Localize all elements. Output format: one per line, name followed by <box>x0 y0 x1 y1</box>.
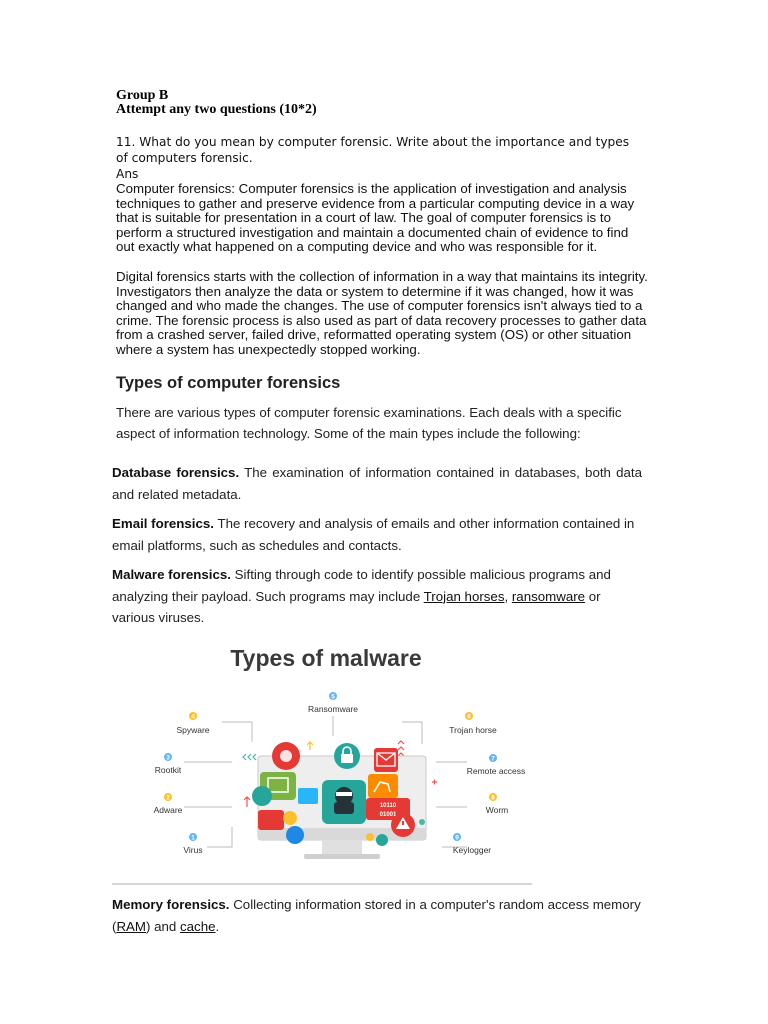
cache-link[interactable]: cache <box>180 918 216 934</box>
ram-link[interactable]: RAM <box>116 918 146 934</box>
infographic-title: Types of malware <box>230 645 422 671</box>
malware-forensics-item <box>112 564 642 629</box>
label-keylogger: Keylogger <box>452 845 492 855</box>
types-heading: Types of computer forensics <box>116 374 341 392</box>
memory-forensics-end: . <box>215 918 220 934</box>
malware-forensics-term: Malware forensics. <box>112 567 231 582</box>
arrow-up-icon <box>244 797 250 807</box>
question-text: 11. What do you mean by computer forensic. Write about the importance and types of computers forensic. <box>116 135 630 165</box>
label-worm: Worm <box>485 805 509 815</box>
database-forensics-term: Database forensics. <box>112 465 240 480</box>
keylogger-number: 9 <box>455 834 459 842</box>
email-forensics-item <box>112 513 642 556</box>
label-adware: Adware <box>153 805 183 815</box>
email-forensics-term: Email forensics. <box>112 516 214 531</box>
worm-icon <box>376 834 388 846</box>
horse-icon <box>368 774 398 798</box>
arrow-up-icon-2 <box>307 742 313 750</box>
adware-number: 2 <box>166 794 170 802</box>
answer-label: Ans <box>116 167 139 181</box>
ransomware-link[interactable]: ransomware <box>511 588 586 604</box>
memory-forensics-item <box>112 894 642 937</box>
types-intro: There are various types of computer forensic examinations. Each deals with a specific aspect of information technology. Some of the main types include the following: <box>116 405 622 441</box>
label-rootkit: Rootkit <box>154 765 182 775</box>
group-instruction: Attempt any two questions (10*2) <box>116 102 317 117</box>
binary-line-1: 10110 <box>379 803 397 809</box>
label-trojan-horse: Trojan horse <box>449 725 497 735</box>
malware-forensics-desc-b: or various viruses. <box>112 588 601 625</box>
remote-number: 7 <box>491 755 495 763</box>
label-virus: Virus <box>183 845 203 855</box>
database-forensics-item <box>112 462 642 505</box>
coin-icon <box>283 811 297 825</box>
cloud-icon <box>252 786 272 806</box>
ransomware-number: 5 <box>331 693 335 701</box>
keyboard-icon <box>298 788 318 804</box>
plus-decor-icon <box>432 780 437 785</box>
email-forensics-desc: The recovery and analysis of emails and other information contained in email platforms, such as schedules and contacts. <box>112 516 635 553</box>
malware-infographic-svg <box>112 632 532 886</box>
malware-infographic <box>112 632 532 886</box>
virus-icon <box>286 826 304 844</box>
virus-number: 1 <box>191 834 195 842</box>
answer-paragraph-2: Digital forensics starts with the collection of information in a way that maintains its integrity. Investigators then analyze the data or system to determine if it was changed, how it was changed and who made the changes. The use of computer forensics isn't always tied to a crime. The forensic process is also used as part of data recovery processes to gather data from a crashed server, failed drive, reformatted operating system (OS) or other situation where a system has unexpectedly stopped working. <box>116 269 648 357</box>
label-remote-access: Remote access <box>466 766 526 776</box>
binary-line-2: 01001 <box>379 812 397 818</box>
label-spyware: Spyware <box>176 725 210 735</box>
trojan-horses-link[interactable]: Trojan horses <box>423 588 505 604</box>
chevron-decor-icon <box>243 754 256 760</box>
malware-forensics-sep: , <box>504 588 512 604</box>
chevron-up-decor-icon <box>398 741 404 756</box>
screen-alert-icon <box>258 810 284 830</box>
memory-forensics-desc-a: Collecting information stored in a computer's random access memory ( <box>112 897 641 934</box>
answer-paragraph-1: Computer forensics: Computer forensics is the application of investigation and analysis techniques to gather and preserve evidence from a particular computing device in a way that is suitable for presentation in a court of law. The goal of computer forensics is to perform a structured investigation and maintain a documented chain of evidence to find out exactly what happened on a computing device and who was responsible for it. <box>116 181 635 255</box>
spyware-number: 4 <box>191 713 195 721</box>
rootkit-number: 3 <box>166 754 170 762</box>
memory-forensics-term: Memory forensics. <box>112 897 230 912</box>
database-forensics-desc: The examination of information contained in databases, both data and related metadata. <box>112 465 643 502</box>
worm-number: 8 <box>491 794 495 802</box>
group-title: Group B <box>116 88 169 103</box>
label-ransomware: Ransomware <box>307 704 359 714</box>
trojan-number: 6 <box>467 713 471 721</box>
memory-forensics-mid: ) and <box>146 918 181 934</box>
malware-forensics-desc-a: Sifting through code to identify possible malicious programs and analyzing their payload. Such programs may include <box>112 567 611 604</box>
